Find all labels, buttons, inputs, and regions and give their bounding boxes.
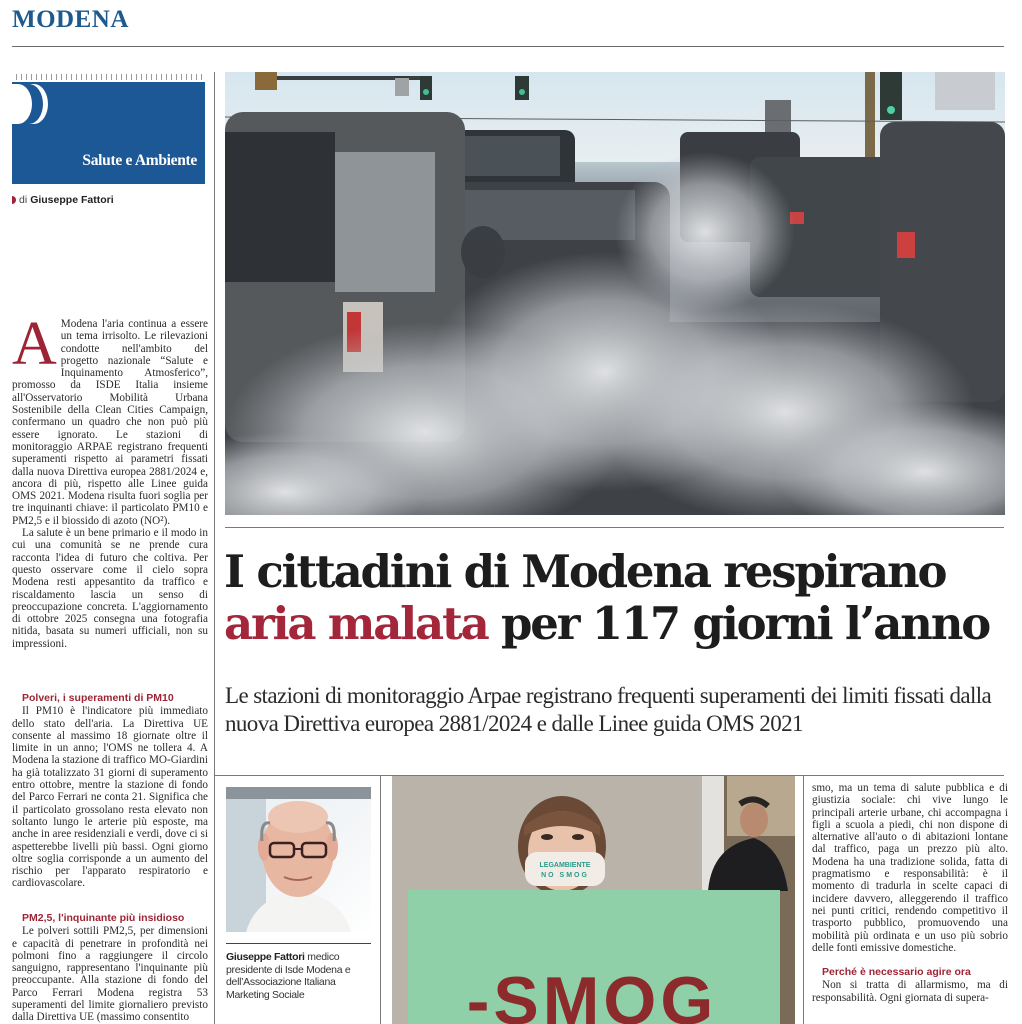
section-label-box <box>12 82 205 184</box>
headline <box>224 546 1014 650</box>
portrait-rule <box>226 943 371 944</box>
protest-photo <box>392 776 795 1024</box>
sign-text: -SMOG <box>466 963 718 1024</box>
section-text: Il PM10 è l'indicatore più immediato dello stato dell'aria. La Direttiva UE consente al massimo 18 giornate oltre il limite in un anno; l'OMS ne tollera 4. A Modena la stazione di traffico MO-Giardini ha già totalizzato 31 giorni di superamento entro ottobre, mentre la stazione di fondo del Parco Ferrari ne conta 21. Significa che il particolato grossolano resta elevato non soltanto lungo le arterie più esposte, ma anche in aree residenziali e verdi, dove ci si aspetterebbe livelli più bassi. Ogni giorno oltre soglia corrisponde a un aumento del rischio per l'apparato respiratorio e cardiovascolare. <box>12 705 208 890</box>
tick-decoration <box>16 74 202 80</box>
lead-paragraph-1: Modena l'aria continua a essere un tema irrisolto. Le rilevazioni condotte nell'ambito del progetto nazionale “Salute e Inquinamento Atmosferico”, promosso da ISDE Italia insieme all'Osservatorio Mobilità Urbana Sostenibile della Clean Cities Campaign, confermano un quadro che non può più essere ignorato. Le stazioni di monitoraggio ARPAE registrano frequenti superamenti rispetto ai parametri fissati dalla nuova Direttiva europea 2881/2024 e, ancora di più, rispetto alle Linee guida OMS 2021. Modena risulta fuori soglia per tre inquinanti chiave: il particolato PM10 e PM2,5 e il biossido di azoto (NO²). <box>12 318 208 527</box>
drop-cap: A <box>12 310 57 378</box>
section-heading: Polveri, i superamenti di PM10 <box>22 692 174 704</box>
continuation-paragraph-2: Non si tratta di allarmismo, ma di responsabilità. Ogni giornata di supera- <box>812 979 1008 1004</box>
article-continuation <box>812 782 1008 1004</box>
article-lead <box>12 310 208 650</box>
mask-text-2: NO SMOG <box>541 872 589 879</box>
top-rule <box>12 46 1004 47</box>
caption-role: medico presidente di Isde Modena e dell’Associazione Italiana Marketing Sociale <box>226 951 351 1001</box>
article-section-pm10 <box>12 680 208 890</box>
portrait-illustration <box>226 787 371 932</box>
deck-subheadline: Le stazioni di monitoraggio Arpae registrano frequenti superamenti dei limiti fissati dalla nuova Direttiva europea 2881/2024 e dalle Linee guida OMS 2021 <box>225 683 992 736</box>
byline <box>12 194 206 206</box>
headline-line-1: I cittadini di Modena respirano <box>224 545 946 598</box>
headline-accent: aria malata <box>224 597 488 650</box>
section-heading: PM2,5, l'inquinante più insidioso <box>22 912 185 924</box>
byline-author: Giuseppe Fattori <box>30 194 114 206</box>
column-divider <box>214 72 215 1024</box>
continuation-paragraph: smo, ma un tema di salute pubblica e di giustizia sociale: chi vive lungo le principali arterie urbane, chi accompagna i figli a scuola a piedi, chi non dispone di alternative all'auto o di abitazioni lontane dal traffico, paga un prezzo più alto. Modena ha una tradizione solida, fatta di pragmatismo e responsabilità: è il momento di tradurla in scelte capaci di incidere davvero, alleggerendo il traffico nei punti critici, rendendo competitivo il trasporto pubblico, promuovendo una mobilità più ordinata e un uso più sobrio delle fonti emissive domestiche. <box>812 782 1008 954</box>
traffic-illustration <box>225 72 1005 515</box>
right-column-divider <box>803 776 804 1024</box>
headline-line-2: per 117 giorni l’anno <box>501 597 990 650</box>
mask-text-1: LEGAMBIENTE <box>539 862 591 869</box>
article-section-pm25 <box>12 900 208 1024</box>
section-heading-act-now: Perché è necessario agire ora <box>822 966 971 979</box>
quote-icon <box>12 84 54 124</box>
masthead: MODENA <box>12 6 129 33</box>
protest-illustration <box>392 776 795 1024</box>
lead-paragraph-2: La salute è un bene primario e il modo in cui una comunità se ne prende cura racconta l'idea di futuro che coltiva. Per questo osservare come il cielo sopra Modena resti appesantito da traffico e riscaldamento lascia un senso di preoccupazione concreta. L'aggiornamento di ottobre 2025 consegna una fotografia nitida, basata su numeri ufficiali, non su impressioni. <box>12 527 208 650</box>
caption-name: Giuseppe Fattori <box>226 951 305 963</box>
section-text: Le polveri sottili PM2,5, per dimensioni e capacità di penetrare in profondità nei polmoni fino a raggiungere il circolo sanguigno, rappresentano l'inquinante più preoccupante. Alla stazione di fondo del Parco Ferrari Modena registra 53 superamenti del limite giornaliero previsto dalla Direttiva UE (massimo consentito <box>12 925 208 1024</box>
portrait-divider <box>380 776 381 1024</box>
byline-marker-icon <box>12 196 16 204</box>
column-header <box>12 74 206 206</box>
hero-photo-traffic-smog <box>225 72 1005 515</box>
portrait-caption <box>226 951 376 1001</box>
section-label: Salute e Ambiente <box>82 152 197 169</box>
byline-prefix: di <box>19 194 28 206</box>
author-portrait-photo <box>226 787 371 932</box>
hero-rule <box>225 527 1004 528</box>
